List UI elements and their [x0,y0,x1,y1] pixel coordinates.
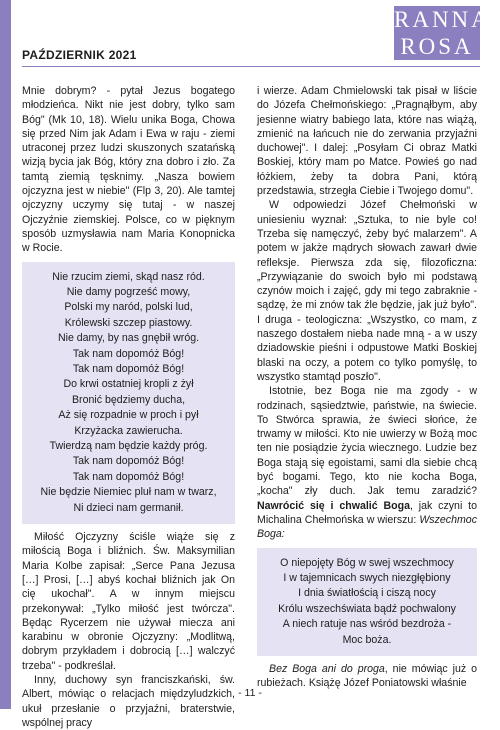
poem-line: Krzyżacka zawierucha. [74,424,183,437]
decorative-side-strip [0,0,11,709]
rota-poem [22,262,235,525]
issue-month: PAŹDZIERNIK 2021 [22,48,137,62]
poem-line: Nie damy pogrześć mowy, [66,285,191,298]
poem-line: A niech ratuje nas wśród bezdroża - [282,618,452,631]
poem-line: Twierdzą nam będzie każdy próg. [49,440,208,453]
poem-line: Do krwi ostatniej kropli z żył [63,378,194,391]
poem-line: Nie damy, by nas gnębił wróg. [57,332,200,345]
emphasis-bold: Nawrócić się i chwalić Boga [257,499,410,512]
proverb-italic: Bez Boga ani do proga [269,662,385,675]
logo-line-2: ROSA [400,34,474,59]
poem-title-italic: Wszechmoc Boga: [257,513,477,541]
right-paragraph-3-text: Istotnie, bez Boga nie ma zgody - w rodzinach, sąsiedztwie, państwie, na świecie. To Stwórca sprawia, że świeci słońce, że trwamy w miłości. Kto nie uwierzy w Bożą moc ten nie posiądzie życia wiecznego. Ludzie bez Boga stają się egoistami, sami dla siebie chcą być bogami. Tego, kto nie kocha Boga, „kocha" zły duch. Jak temu zaradzić? [257,385,477,498]
poem-line: Ni dzieci nam germanił. [73,501,184,514]
left-paragraph-2: Miłość Ojczyzny ściśle wiąże się z miłością Boga i bliźnich. Św. Maksymilian Maria Kolbe zapisał: „Serce Pana Jezusa […] Prosi, […] abyś kochał bliźnich jak On cię ukochał". A w innym miejscu przekonywał: „Tylko miłość jest twórcza". Będąc Rycerzem nie używał miecza ani karabinu w obronie Ojczyzny: „Modlitwą, dobrym przykładem i dobrocią […] walczyć trzeba" - podkreślał. [22,531,235,672]
poem-line: I w tajemnicach swych niezgłębiony [283,571,451,584]
poem-line: Tak nam dopomóż Bóg! [72,363,185,375]
poem-line: Tak nam dopomóż Bóg! [72,470,185,483]
right-paragraph-3-tail: , jak czyni to Michalina Chełmońska w wierszu: [257,499,477,526]
poem-line: Tak nam dopomóż Bóg! [72,455,185,468]
poem-line: Moc boża. [342,633,392,646]
poem-line: Tak nam dopomóż Bóg! [72,347,185,360]
poem-line: O niepojęty Bóg w swej wszechmocy [280,556,454,569]
poem-line: Królewski szczep piastowy. [64,316,193,329]
left-paragraph-1: Mnie dobrym? - pytał Jezus bogatego młodzieńca. Nikt nie jest dobry, tylko sam Bóg" (Mk 10, 18). Wielu unika Boga, Chowa się przed Nim jak Adam i Ewa w raju - ziemi utraconej przez ludzi skuszonych szatańską wizją bycia jak Bóg, który zna dobro i zło. Za tamtą ziemią tęsknimy. „Nasza bowiem ojczyzna jest w niebie" (Flp 3, 20). Ale tamtej ojczyzny uczymy się tutaj - w naszej Ojczyźnie ziemskiej. Polsce, co w pięknym sposób uzmysławia nam Maria Konopnicka w Rocie. [22,85,235,255]
page-number: - 11 - [238,687,262,699]
poem-line: Królu wszechświata bądź pochwalony [278,602,456,615]
poem-line: I dnia światłością i ciszą nocy [298,587,436,600]
left-paragraph-3: Inny, duchowy syn franciszkański, św. Albert, mówiąc o relacjach międzyludzkich, ukuł przesłanie o przyjaźni, braterstwie, wspólnej pracy [22,674,235,729]
poem-line: Nie rzucim ziemi, skąd nasz ród. [52,270,205,283]
poem-line: Bronić będziemy ducha, [71,393,186,406]
header-divider [22,66,480,67]
right-paragraph-1: i wierze. Adam Chmielowski tak pisał w liście do Józefa Chełmońskiego: „Pragnąłbym, aby jesienne wiatry babiego lata, które nas wiążą, zmienić na łańcuch nie do zerwania przyjaźni duchowej". I dalej: „Posyłam Ci obraz Matki Boskiej, który mam po Matce. Powieś go nad łóżkiem, żeby ta dobra Pani, którą przedstawia, strzegła Ciebie i Twojego domu". [257,85,477,198]
poem-line: Nie będzie Niemiec pluł nam w twarz, [40,486,217,499]
wszechmoc-poem [257,548,477,656]
poem-line: Aż się rozpadnie w proch i pył [58,409,199,422]
right-paragraph-2: W odpowiedzi Józef Chełmoński w uniesieniu wyznał: „Sztuka, to nie byle co! Trzeba się namęczyć, żeby być malarzem". A potem w jakże mądrych słowach zawarł dwie refleksje. Pierwsza zda się, filozoficzna: „Przywiązanie do swoich było mi podstawą czynów moich i zajęć, gdy mi tego zabraknie - sądzę, że mi znów tak źle będzie, jak już było". I druga - teologiczna: „Wszystko, co mam, z naszego dostałem nieba nade mną - a w uszy dziadowskie pieśni i odpustowe Matki Boskiej blaski na oczy, a potem co tylko pomyślę, to wszystko stamtąd poszło". [257,199,477,383]
poem-line: Polski my naród, polski lud, [64,301,193,314]
right-paragraph-3 [257,384,477,541]
logo-line-1: RANNA [394,7,491,32]
magazine-logo [394,6,491,60]
right-column [257,84,477,691]
right-paragraph-4-text: , nie mówiąc już o rubieżach. Książę Józef Poniatowski właśnie [257,662,477,690]
left-column [22,84,235,730]
